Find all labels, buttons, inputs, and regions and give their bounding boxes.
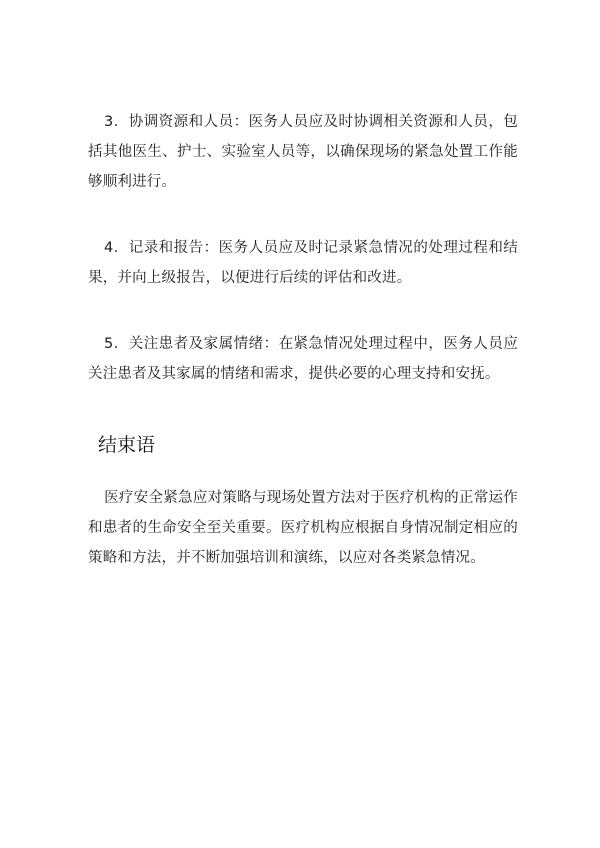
item-title: 关注患者及家属情绪： — [128, 336, 279, 352]
list-item-3 — [88, 107, 518, 197]
item-text: 医务人员应及时记录紧急情况的处理过程和结果，并向上级报告，以便进行后续的评估和改进。 — [88, 240, 519, 286]
item-separator: ． — [113, 336, 129, 352]
item-title: 协调资源和人员： — [128, 114, 249, 130]
item-separator: ． — [113, 240, 129, 256]
conclusion-text: 医疗安全紧急应对策略与现场处置方法对于医疗机构的正常运作和患者的生命安全至关重要。医疗机构应根据自身情况制定相应的策略和方法，并不断加强培训和演练，以应对各类紧急情况。 — [88, 490, 518, 566]
conclusion-heading: 结束语 — [98, 434, 156, 456]
item-text: 在紧急情况处理过程中，医务人员应关注患者及其家属的情绪和需求，提供必要的心理支持和安抚。 — [88, 336, 519, 382]
item-title: 记录和报告： — [128, 240, 219, 256]
conclusion-paragraph — [88, 483, 518, 573]
item-number: 3 — [104, 114, 114, 130]
list-item-5 — [88, 329, 518, 389]
item-separator: ． — [113, 114, 129, 130]
list-item-4 — [88, 233, 518, 293]
item-number: 5 — [104, 336, 114, 352]
item-text: 医务人员应及时协调相关资源和人员，包括其他医生、护士、实验室人员等，以确保现场的紧急处置工作能够顺利进行。 — [88, 114, 519, 190]
item-number: 4 — [104, 240, 114, 256]
